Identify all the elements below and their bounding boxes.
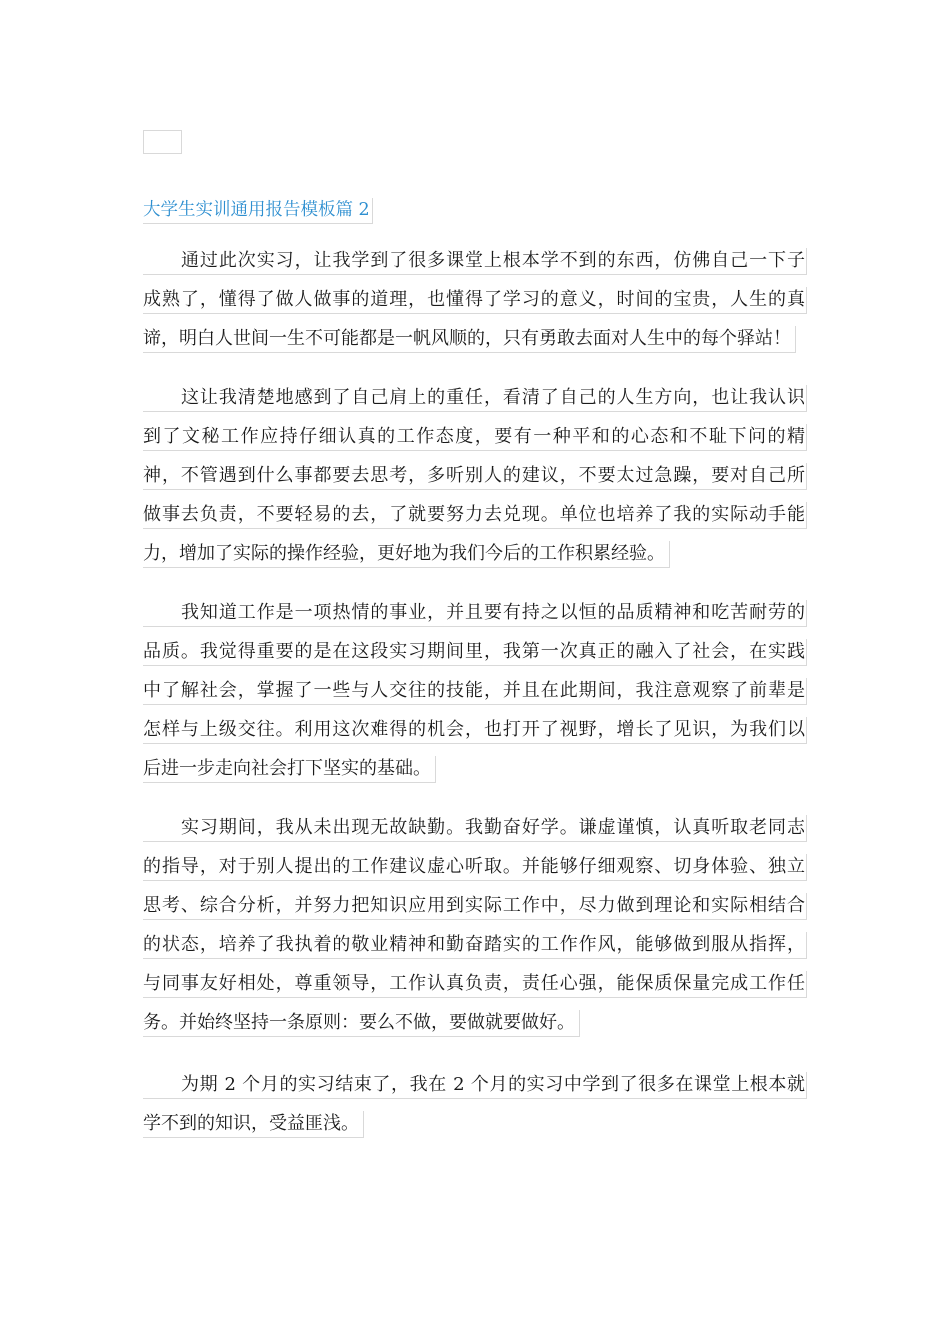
text-line bbox=[143, 287, 807, 326]
text-line bbox=[143, 326, 807, 365]
text-line bbox=[143, 1072, 807, 1111]
text-line bbox=[143, 424, 807, 463]
text-line-content: 实习期间，我从未出现无故缺勤。我勤奋好学。谦虚谨慎，认真听取老同志 bbox=[143, 815, 807, 842]
text-line bbox=[143, 385, 807, 424]
text-line-content: 谛，明白人世间一生不可能都是一帆风顺的，只有勇敢去面对人生中的每个驿站！ bbox=[143, 326, 796, 353]
text-line bbox=[143, 1010, 807, 1049]
text-line-content: 品质。我觉得重要的是在这段实习期间里，我第一次真正的融入了社会，在实践 bbox=[143, 639, 807, 666]
text-line bbox=[143, 678, 807, 717]
text-line bbox=[143, 971, 807, 1010]
text-line-content: 我知道工作是一项热情的事业，并且要有持之以恒的品质精神和吃苦耐劳的 bbox=[143, 600, 807, 627]
text-line bbox=[143, 541, 807, 580]
text-line bbox=[143, 854, 807, 893]
text-line bbox=[143, 639, 807, 678]
text-line-content: 为期 2 个月的实习结束了，我在 2 个月的实习中学到了很多在课堂上根本就 bbox=[143, 1072, 807, 1099]
text-line-content: 务。并始终坚持一条原则：要么不做，要做就要做好。 bbox=[143, 1010, 580, 1037]
paragraph bbox=[143, 248, 807, 365]
text-line bbox=[143, 1111, 807, 1150]
text-line-content: 这让我清楚地感到了自己肩上的重任，看清了自己的人生方向，也让我认识 bbox=[143, 385, 807, 412]
text-line-content: 力，增加了实际的操作经验，更好地为我们今后的工作积累经验。 bbox=[143, 541, 670, 568]
page-number-box bbox=[143, 130, 182, 154]
paragraph bbox=[143, 815, 807, 1049]
text-line-content: 与同事友好相处，尊重领导，工作认真负责，责任心强，能保质保量完成工作任 bbox=[143, 971, 807, 998]
text-line-content: 思考、综合分析，并努力把知识应用到实际工作中，尽力做到理论和实际相结合 bbox=[143, 893, 807, 920]
paragraph bbox=[143, 385, 807, 580]
text-line-content: 后进一步走向社会打下坚实的基础。 bbox=[143, 756, 436, 783]
text-line bbox=[143, 502, 807, 541]
text-line bbox=[143, 600, 807, 639]
text-line-content: 做事去负责，不要轻易的去，了就要努力去兑现。单位也培养了我的实际动手能 bbox=[143, 502, 807, 529]
text-line bbox=[143, 248, 807, 287]
text-line-content: 的指导，对于别人提出的工作建议虚心听取。并能够仔细观察、切身体验、独立 bbox=[143, 854, 807, 881]
text-line-content: 学不到的知识，受益匪浅。 bbox=[143, 1111, 364, 1138]
text-line-content: 的状态，培养了我执着的敬业精神和勤奋踏实的工作作风，能够做到服从指挥， bbox=[143, 932, 807, 959]
paragraph bbox=[143, 1072, 807, 1150]
text-line-content: 神，不管遇到什么事都要去思考，多听别人的建议，不要太过急躁，要对自己所 bbox=[143, 463, 807, 490]
text-line bbox=[143, 893, 807, 932]
text-line bbox=[143, 756, 807, 795]
text-line-content: 通过此次实习，让我学到了很多课堂上根本学不到的东西，仿佛自己一下子 bbox=[143, 248, 807, 275]
text-line bbox=[143, 932, 807, 971]
text-line bbox=[143, 815, 807, 854]
paragraph bbox=[143, 600, 807, 795]
text-line-content: 怎样与上级交往。利用这次难得的机会，也打开了视野，增长了见识，为我们以 bbox=[143, 717, 807, 744]
text-line-content: 到了文秘工作应持仔细认真的工作态度，要有一种平和的心态和不耻下问的精 bbox=[143, 424, 807, 451]
text-line-content: 中了解社会，掌握了一些与人交往的技能，并且在此期间，我注意观察了前辈是 bbox=[143, 678, 807, 705]
text-line-content: 成熟了，懂得了做人做事的道理，也懂得了学习的意义，时间的宝贵，人生的真 bbox=[143, 287, 807, 314]
text-line bbox=[143, 463, 807, 502]
text-line bbox=[143, 717, 807, 756]
section-heading: 大学生实训通用报告模板篇 2 bbox=[143, 198, 373, 224]
